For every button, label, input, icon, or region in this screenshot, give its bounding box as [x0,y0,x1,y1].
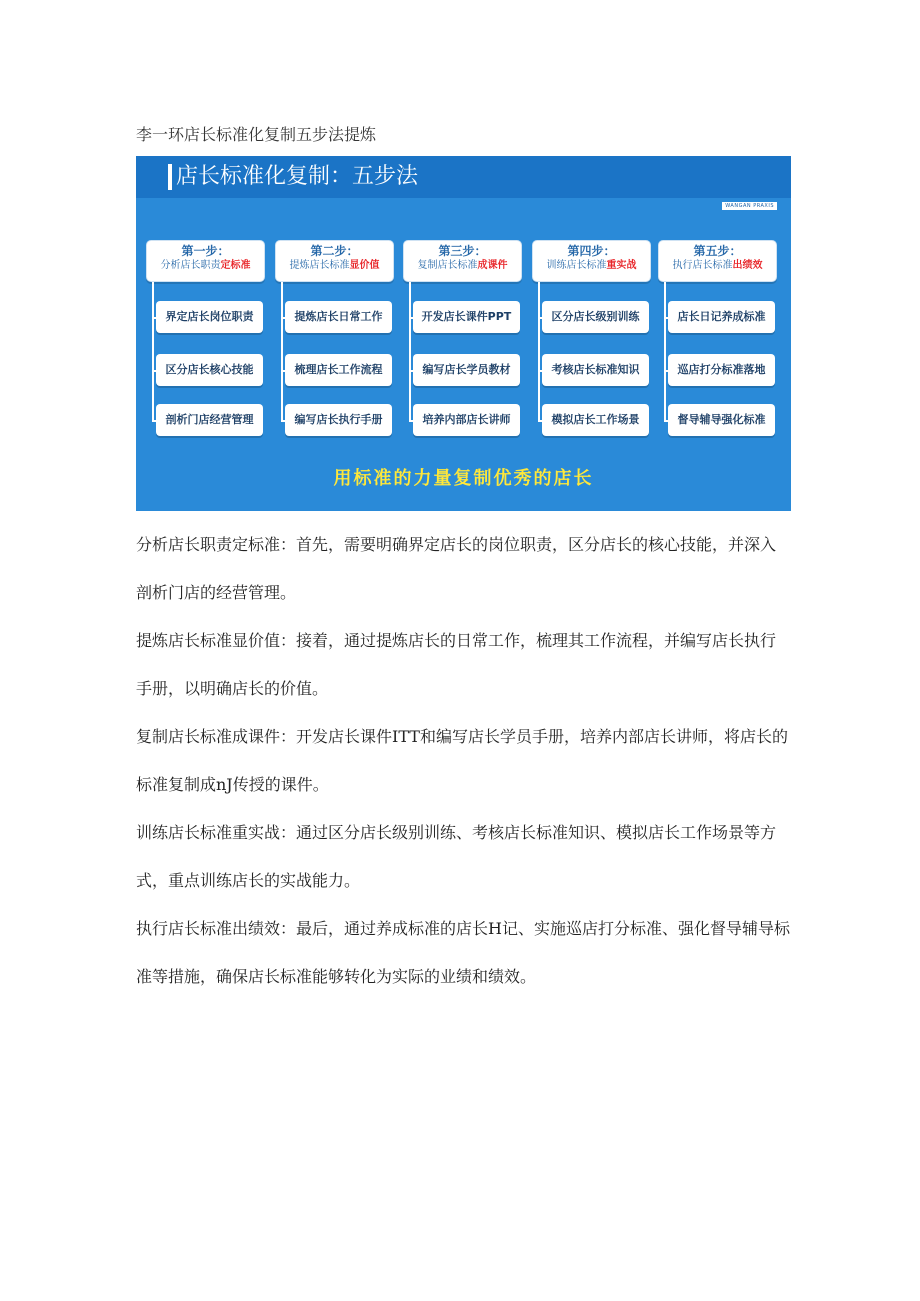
step-subtitle: 训练店长标准重实战 [546,260,637,271]
step-4-connector [538,282,540,420]
step-5-item-1: 店长日记养成标准 [668,301,775,333]
step-4-item-3: 模拟店长工作场景 [542,404,649,436]
step-3-header [403,240,522,282]
step-5-connector [664,282,666,420]
title-accent-bar [168,164,172,190]
step-name: 第四步： [567,244,616,258]
step-2-item-2: 梳理店长工作流程 [285,354,392,386]
step-4-item-2: 考核店长标准知识 [542,354,649,386]
step-name: 第五步： [693,244,742,258]
step-name: 第三步： [438,244,487,258]
step-subtitle: 提炼店长标准显价值 [289,260,380,271]
step-2-header [275,240,394,282]
step-3-item-2: 编写店长学员教材 [413,354,520,386]
step-1-header [146,240,265,282]
step-5-item-3: 督导辅导强化标准 [668,404,775,436]
step-subtitle: 复制店长标准成课件 [417,260,508,271]
step-1-connector [152,282,154,420]
step-subtitle: 执行店长标准出绩效 [672,260,763,271]
step-3-item-3: 培养内部店长讲师 [413,404,520,436]
document-title: 李一环店长标准化复制五步法提炼 [136,125,377,144]
step-2-item-3: 编写店长执行手册 [285,404,392,436]
paragraph-step-4: 训练店长标准重实战：通过区分店长级别训练、考核店长标准知识、模拟店长工作场景等方式，重点训练店长的实战能力。 [136,823,777,890]
paragraph-step-1: 分析店长职责定标准：首先，需要明确界定店长的岗位职责，区分店长的核心技能，并深入剖析门店的经营管理。 [136,535,777,602]
paragraph-step-2: 提炼店长标准显价值：接着，通过提炼店长的日常工作，梳理其工作流程，并编写店长执行手册，以明确店长的价值。 [136,631,777,698]
five-step-infographic [136,156,791,511]
step-5-item-2: 巡店打分标准落地 [668,354,775,386]
step-3-connector [409,282,411,420]
step-2-item-1: 提炼店长日常工作 [285,301,392,333]
step-name: 第二步： [310,244,359,258]
step-1-item-2: 区分店长核心技能 [156,354,263,386]
infographic-title: 店长标准化复制：五步法 [176,164,419,189]
paragraph-step-3: 复制店长标准成课件：开发店长课件ITT和编写店长学员手册，培养内部店长讲师，将店长的标准复制成nJ传授的课件。 [136,727,788,794]
step-4-header [532,240,651,282]
step-1-item-3: 剖析门店经营管理 [156,404,263,436]
infographic-header [136,156,791,198]
step-subtitle: 分析店长职责定标准 [160,260,251,271]
step-1-item-1: 界定店长岗位职责 [156,301,263,333]
corner-brand-tag: WANGAN PRAXIS [722,202,777,210]
step-3-item-1: 开发店长课件PPT [413,301,520,333]
infographic-slogan: 用标准的力量复制优秀的店长 [333,468,594,489]
step-2-connector [281,282,283,420]
step-4-item-1: 区分店长级别训练 [542,301,649,333]
paragraph-step-5: 执行店长标准出绩效：最后，通过养成标准的店长H记、实施巡店打分标准、强化督导辅导标准等措施，确保店长标准能够转化为实际的业绩和绩效。 [136,919,790,986]
step-5-header [658,240,777,282]
step-name: 第一步： [181,244,230,258]
